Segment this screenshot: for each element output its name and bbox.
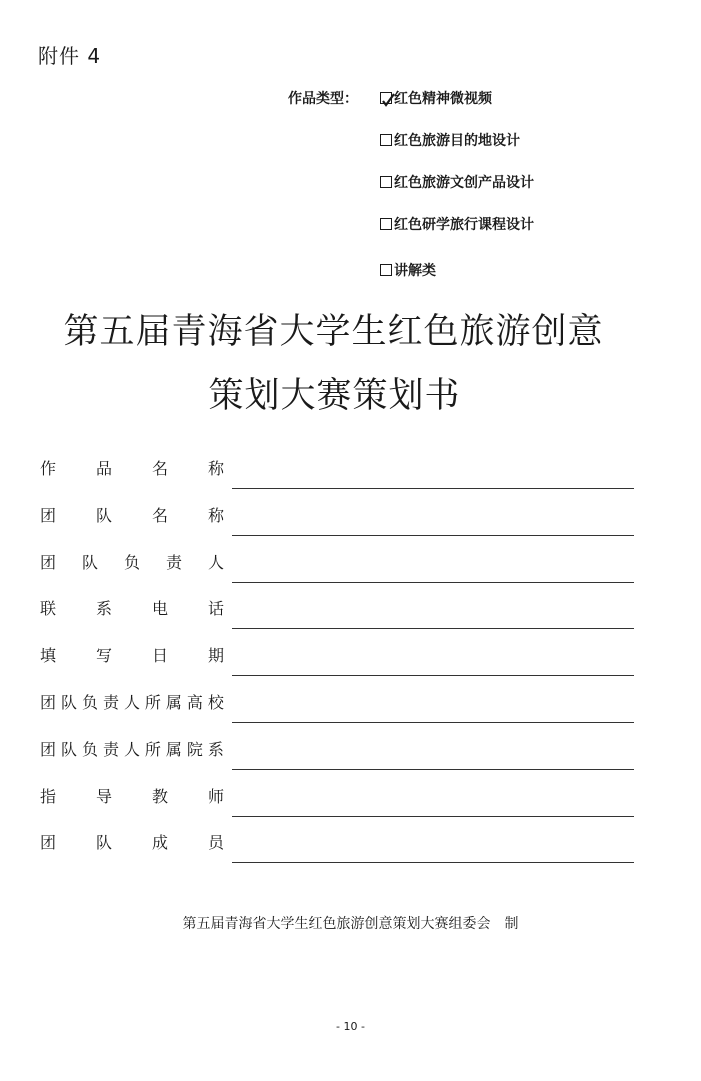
page-number: - 10 - [336, 1020, 365, 1033]
field-input-line[interactable] [232, 582, 634, 583]
field-label-char: 责 [102, 693, 119, 712]
field-label [40, 503, 224, 526]
checkbox-icon[interactable] [380, 134, 392, 146]
field-label-char: 责 [165, 552, 182, 572]
field-label-char: 属 [165, 693, 182, 712]
field-label-char: 高 [186, 693, 203, 712]
field-label-char: 负 [81, 739, 98, 759]
field-label-char: 名 [151, 459, 168, 478]
form-row [40, 830, 640, 878]
field-label-char: 团 [40, 739, 57, 759]
field-label-char: 人 [123, 739, 140, 759]
field-label-char: 校 [207, 693, 224, 712]
work-type-option[interactable] [380, 130, 520, 150]
field-input-line[interactable] [232, 722, 634, 723]
field-label-char: 写 [95, 646, 112, 666]
field-input-line[interactable] [232, 488, 634, 489]
field-label-char: 负 [81, 693, 98, 712]
field-label-char: 称 [207, 459, 224, 478]
field-label-char: 填 [40, 646, 57, 666]
document-title-line-1: 第五届青海省大学生红色旅游创意 [63, 312, 604, 352]
document-title-line-2: 策划大赛策划书 [208, 376, 461, 416]
field-label [40, 784, 224, 807]
field-label [40, 690, 224, 713]
form-row [40, 456, 640, 504]
field-label-char: 期 [207, 646, 224, 666]
field-input-line[interactable] [232, 675, 634, 676]
field-label-char: 团 [40, 693, 57, 712]
form-row [40, 690, 640, 738]
field-label-char: 日 [151, 646, 168, 666]
organizer-footer: 第五届青海省大学生红色旅游创意策划大赛组委会 制 [182, 916, 519, 932]
field-label-char: 作 [40, 459, 57, 478]
attachment-label: 附件 4 [38, 44, 102, 68]
checkbox-icon[interactable] [380, 218, 392, 230]
field-label-char: 队 [95, 505, 112, 525]
field-label-char: 称 [207, 505, 224, 525]
field-label-char: 团 [40, 505, 57, 525]
form-row [40, 643, 640, 691]
field-label-char: 负 [123, 552, 140, 572]
field-label-char: 员 [207, 833, 224, 853]
form-row [40, 784, 640, 832]
field-label-char: 系 [207, 739, 224, 759]
field-label-char: 话 [207, 599, 224, 619]
field-label-char: 队 [60, 739, 77, 759]
field-label-char: 指 [40, 786, 57, 806]
work-type-option-label: 红色旅游目的地设计 [394, 133, 520, 149]
field-label [40, 456, 224, 479]
form-row [40, 503, 640, 551]
field-label-char: 所 [144, 693, 161, 712]
checkbox-icon[interactable] [380, 176, 392, 188]
field-label-char: 教 [151, 786, 168, 806]
field-label-char: 联 [40, 599, 57, 619]
field-label-char: 团 [40, 552, 57, 572]
field-label [40, 643, 224, 666]
field-input-line[interactable] [232, 628, 634, 629]
field-input-line[interactable] [232, 816, 634, 817]
work-type-option-label: 红色精神微视频 [394, 91, 492, 107]
field-label [40, 830, 224, 853]
field-label-char: 师 [207, 786, 224, 806]
field-input-line[interactable] [232, 535, 634, 536]
field-label-char: 成 [151, 833, 168, 853]
field-label-char: 品 [95, 459, 112, 478]
form-row [40, 737, 640, 785]
field-label-char: 责 [102, 739, 119, 759]
field-label [40, 596, 224, 619]
work-type-option[interactable] [380, 214, 534, 234]
field-label-char: 人 [207, 552, 224, 572]
field-label-char: 队 [60, 693, 77, 712]
work-type-option[interactable] [380, 172, 534, 192]
work-type-option-label: 红色旅游文创产品设计 [394, 175, 534, 191]
form-row [40, 596, 640, 644]
field-label-char: 院 [186, 739, 203, 759]
field-label-char: 队 [81, 552, 98, 572]
checked-checkbox-icon[interactable] [380, 92, 392, 104]
checkbox-icon[interactable] [380, 264, 392, 276]
field-label [40, 550, 224, 573]
field-input-line[interactable] [232, 769, 634, 770]
field-label-char: 系 [95, 599, 112, 619]
field-label-char: 电 [151, 599, 168, 619]
field-label-char: 所 [144, 739, 161, 759]
work-type-option-label: 红色研学旅行课程设计 [394, 217, 534, 233]
field-label-char: 属 [165, 739, 182, 759]
field-label-char: 团 [40, 833, 57, 853]
form-row [40, 550, 640, 598]
field-label-char: 名 [151, 505, 168, 525]
work-type-option[interactable] [380, 260, 436, 280]
field-label-char: 队 [95, 833, 112, 853]
field-label-char: 人 [123, 693, 140, 712]
field-input-line[interactable] [232, 862, 634, 863]
work-type-label: 作品类型： [288, 91, 358, 107]
field-label-char: 导 [95, 786, 112, 806]
work-type-option[interactable] [380, 88, 492, 108]
work-type-option-label: 讲解类 [394, 263, 436, 279]
field-label [40, 737, 224, 760]
